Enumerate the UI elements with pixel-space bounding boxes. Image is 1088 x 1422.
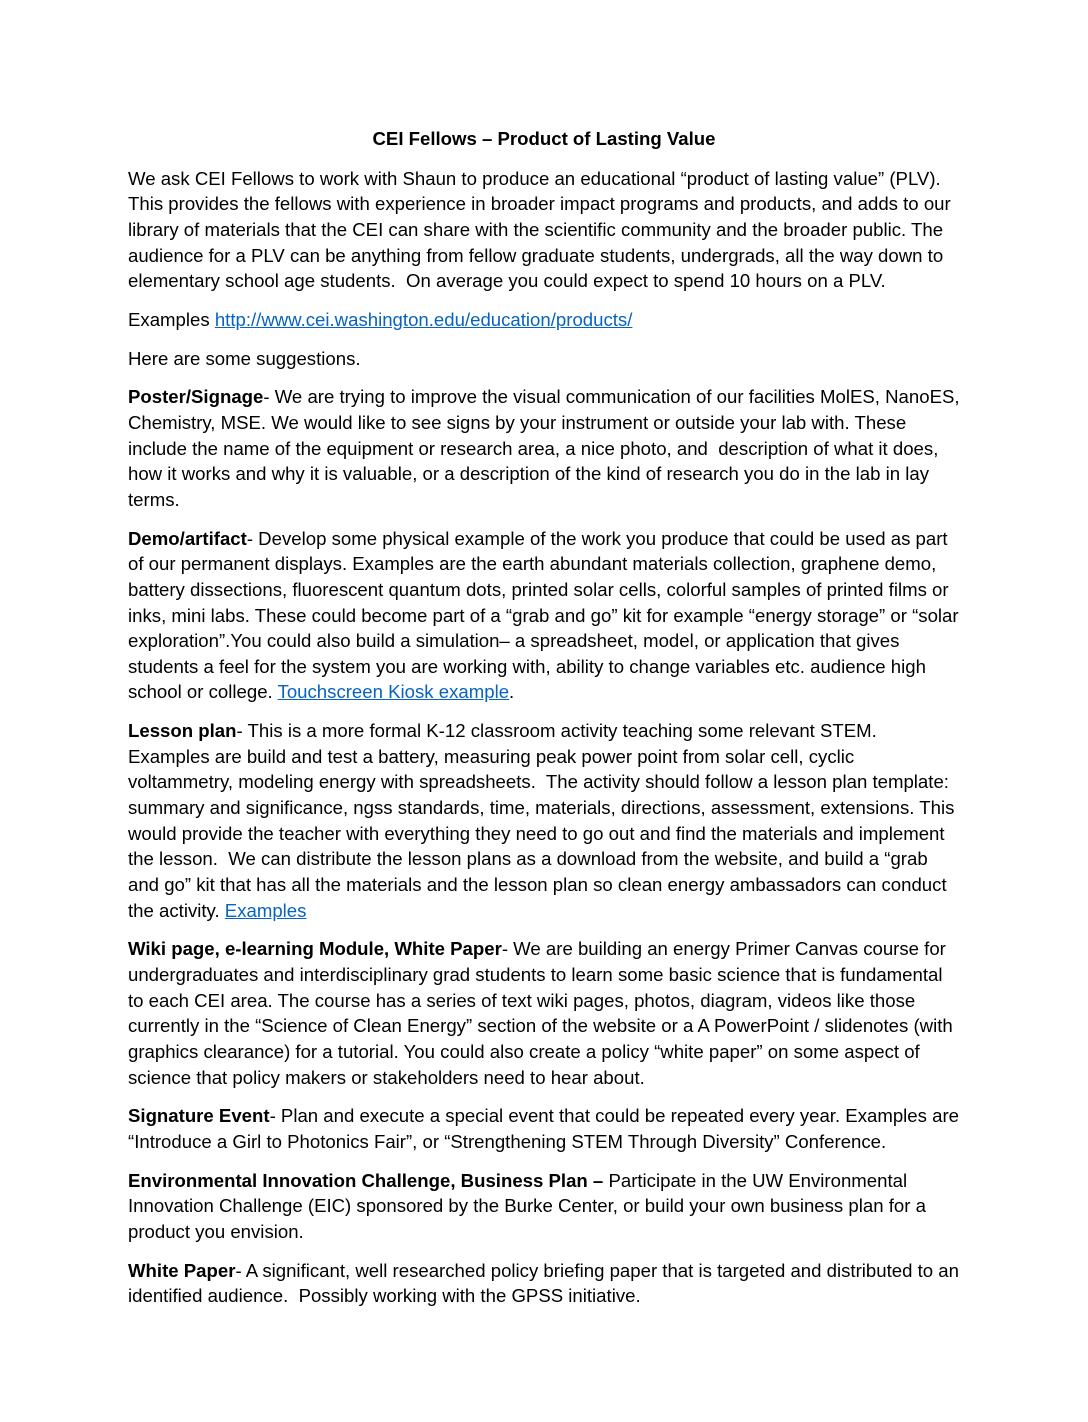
suggestions-line	[128, 346, 960, 372]
text-run: Here are some suggestions.	[128, 347, 361, 369]
bold-label: Environmental Innovation Challenge, Business Plan –	[128, 1169, 604, 1191]
text-run: - Develop some physical example of the work you produce that could be used as part of our permanent displays. Examples are the earth abundant materials collection, graphene demo, battery dissections, fluorescent quantum dots, printed solar cells, colorful samples of printed films or inks, mini labs. These could become part of a “grab and go” kit for example “energy storage” or “solar exploration”.You could also build a simulation– a spreadsheet, model, or application that gives students a feel for the system you are working with, ability to change variables etc. audience high school or college.	[128, 527, 964, 703]
touchscreen-kiosk-link[interactable]: Touchscreen Kiosk example	[277, 681, 510, 703]
lesson-examples-link[interactable]: Examples	[224, 899, 307, 921]
text-run: - This is a more formal K-12 classroom activity teaching some relevant STEM. Examples are build and test a battery, measuring peak power point from solar cell, cyclic voltammetry, modeling energy with spreadsheets. The activity should follow a lesson plan template: summary and significance, ngss standards, time, materials, directions, assessment, extensions. This would provide the teacher with everything they need to go out and find the materials and implement the lesson. We can distribute the lesson plans as a download from the website, and build a “grab and go” kit that has all the materials and the lesson plan so clean energy ambassadors can conduct the activity.	[128, 720, 960, 921]
text-run: Participate in the UW Environmental Innovation Challenge (EIC) sponsored by the Burke Center, or build your own business plan for a product you envision.	[128, 1169, 932, 1242]
wiki-elearning-paragraph	[128, 936, 960, 1090]
intro-paragraph	[128, 166, 960, 294]
text-run: - We are building an energy Primer Canvas course for undergraduates and interdisciplinary grad students to learn some basic science that is fundamental to each CEI area. The course has a series of text wiki pages, photos, diagram, videos like those currently in the “Science of Clean Energy” section of the website or a A PowerPoint / slidenotes (with graphics clearance) for a tutorial. You could also create a policy “white paper” on some aspect of science that policy makers or stakeholders need to hear about.	[128, 938, 958, 1088]
text-run: .	[509, 681, 515, 703]
examples-url-link[interactable]: http://www.cei.washington.edu/education/products/	[214, 308, 633, 330]
bold-label: Signature Event	[128, 1105, 270, 1127]
signature-event-paragraph	[128, 1103, 965, 1154]
bold-label: Lesson plan	[128, 720, 237, 742]
bold-label: Demo/artifact	[128, 527, 247, 549]
text-run: Examples	[128, 308, 215, 330]
document-title: CEI Fellows – Product of Lasting Value	[372, 128, 716, 149]
bold-label: Poster/Signage	[128, 386, 264, 408]
poster-signage-paragraph	[128, 384, 965, 512]
examples-link-line	[128, 307, 960, 333]
text-run: - A significant, well researched policy briefing paper that is targeted and distributed to an identified audience. Possibly working with the GPSS initiative.	[128, 1259, 965, 1307]
bold-label: White Paper	[128, 1259, 236, 1281]
text-run: - Plan and execute a special event that could be repeated every year. Examples are “Introduce a Girl to Photonics Fair”, or “Strengthening STEM Through Diversity” Conference.	[128, 1105, 965, 1152]
lesson-plan-paragraph	[128, 718, 960, 923]
text-run: We ask CEI Fellows to work with Shaun to produce an educational “product of lasting value” (PLV). This provides the fellows with experience in broader impact programs and products, and adds to our library of materials that the CEI can share with the scientific community and the broader public. The audience for a PLV can be anything from fellow graduate students, undergrads, all the way down to elementary school age students. On average you could expect to spend 10 hours on a PLV.	[128, 167, 956, 292]
text-run: - We are trying to improve the visual communication of our facilities MolES, NanoES, Chemistry, MSE. We would like to see signs by your instrument or outside your lab with. These include the name of the equipment or research area, a nice photo, and description of what it does, how it works and why it is valuable, or a description of the kind of research you do in the lab in lay terms.	[128, 386, 965, 510]
document-body	[128, 166, 965, 1309]
eic-business-plan-paragraph	[128, 1168, 960, 1245]
white-paper-paragraph	[128, 1258, 965, 1309]
bold-label: Wiki page, e-learning Module, White Paper	[128, 938, 502, 960]
demo-artifact-paragraph	[128, 526, 964, 706]
